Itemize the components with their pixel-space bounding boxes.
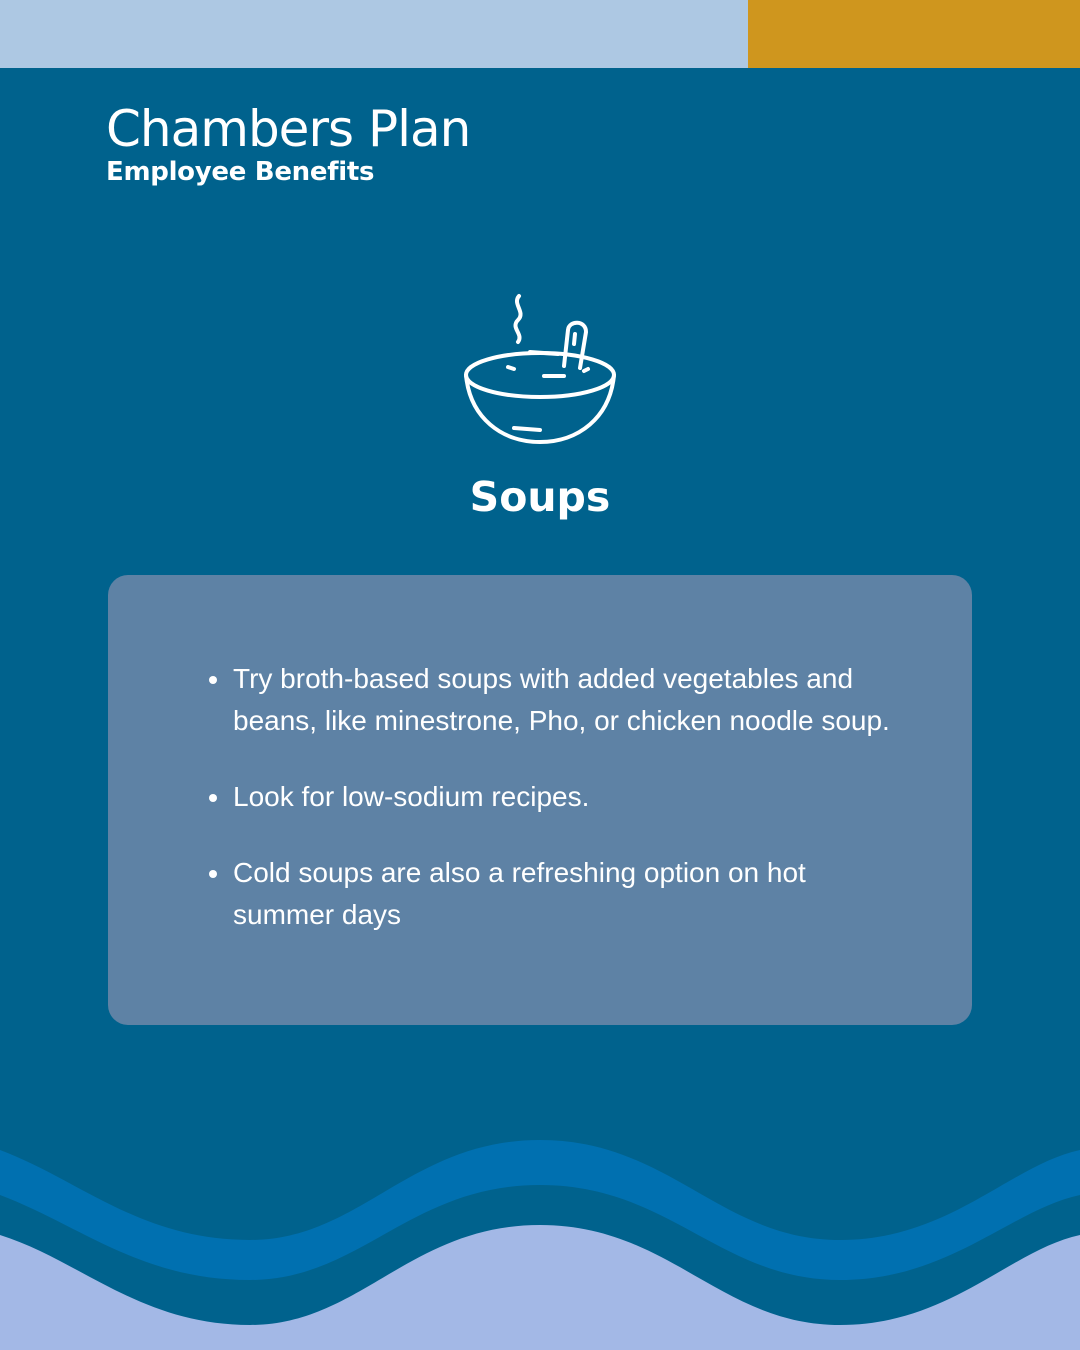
topic-title: Soups <box>469 473 611 521</box>
decorative-waves <box>0 1130 1080 1350</box>
brand-logo <box>106 98 470 188</box>
list-item <box>209 776 909 818</box>
tip-text: Cold soups are also a refreshing option on hot summer days <box>233 857 806 930</box>
top-band-gold <box>748 0 1080 68</box>
bullet-icon <box>209 676 217 684</box>
top-band-light <box>0 0 748 68</box>
bullet-icon <box>209 794 217 802</box>
list-item <box>209 658 909 742</box>
brand-name: Chambers Plan <box>106 100 471 158</box>
tip-text: Look for low-sodium recipes. <box>233 781 590 812</box>
bullet-icon <box>209 870 217 878</box>
soup-bowl-icon <box>460 290 620 450</box>
tip-text: Try broth-based soups with added vegetables and beans, like minestrone, Pho, or chicken noodle soup. <box>233 663 890 736</box>
brand-subtitle: Employee Benefits <box>106 157 375 187</box>
tips-list <box>209 658 909 970</box>
list-item <box>209 852 909 936</box>
